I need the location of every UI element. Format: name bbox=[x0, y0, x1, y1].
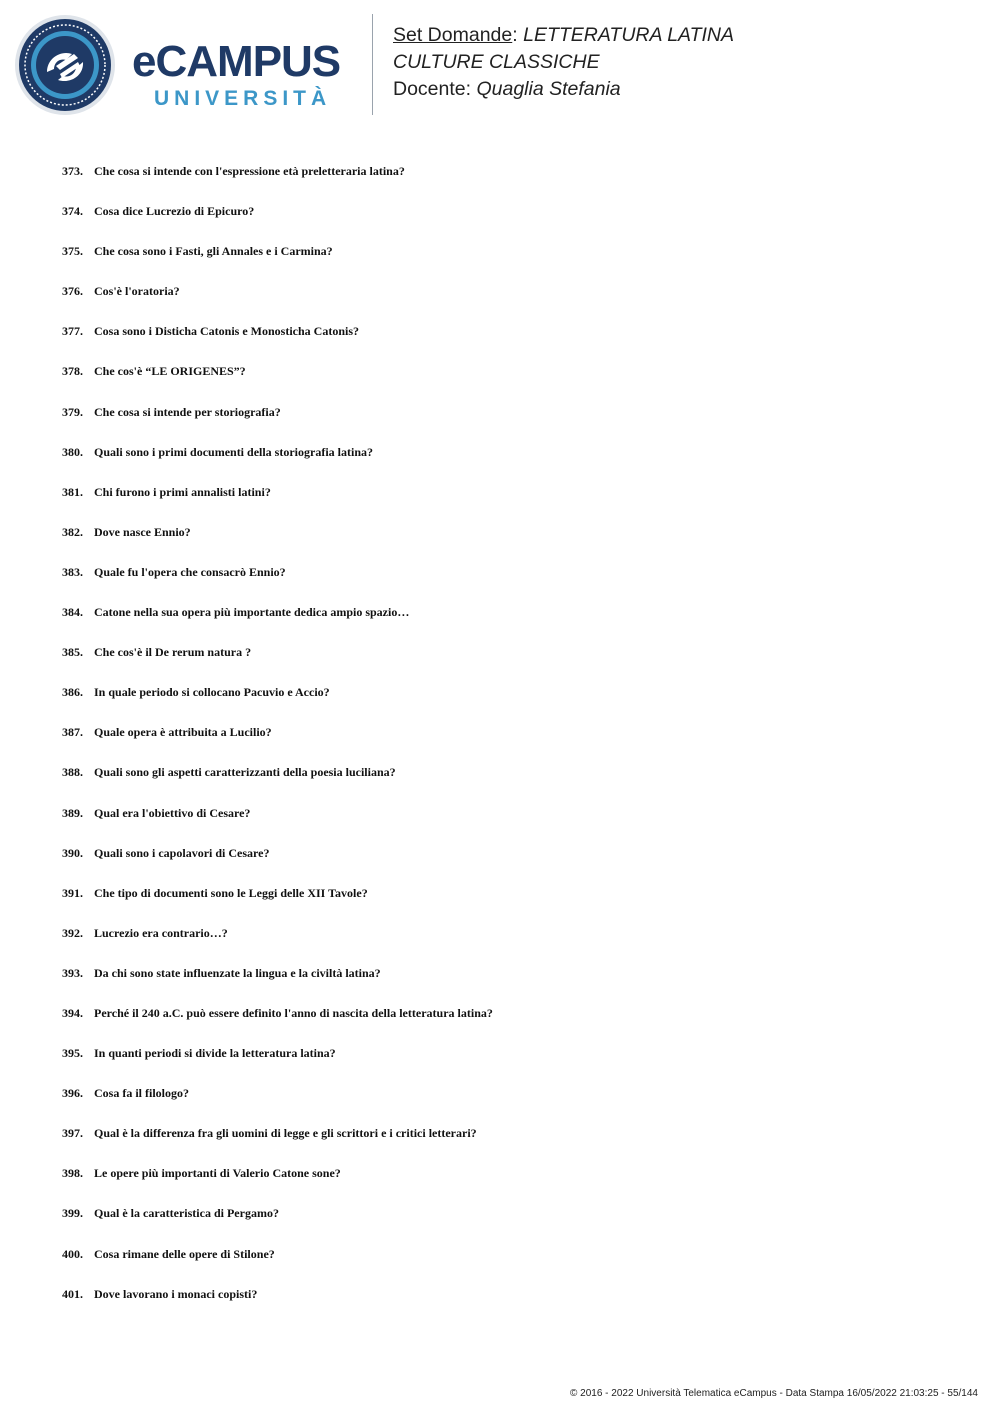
question-number: 377. bbox=[62, 324, 83, 339]
header-divider bbox=[372, 14, 373, 115]
question-number: 389. bbox=[62, 805, 83, 820]
question-number: 375. bbox=[62, 244, 83, 259]
question-item bbox=[62, 724, 942, 764]
question-number: 400. bbox=[62, 1246, 83, 1261]
question-number: 376. bbox=[62, 284, 83, 299]
question-number: 398. bbox=[62, 1166, 83, 1181]
brand-e-letter: e bbox=[132, 37, 156, 86]
question-text: Qual era l'obiettivo di Cesare? bbox=[94, 805, 251, 820]
set-title bbox=[393, 23, 734, 47]
question-item bbox=[62, 524, 942, 564]
question-item bbox=[62, 1005, 942, 1045]
question-text: Che cos'è “LE ORIGENES”? bbox=[94, 364, 246, 379]
question-item bbox=[62, 644, 942, 684]
question-number: 392. bbox=[62, 925, 83, 940]
question-text: Quali sono i capolavori di Cesare? bbox=[94, 845, 270, 860]
question-number: 397. bbox=[62, 1126, 83, 1141]
question-text: Quali sono gli aspetti caratterizzanti della poesia luciliana? bbox=[94, 765, 396, 780]
question-text: Che cosa si intende per storiografia? bbox=[94, 404, 281, 419]
set-separator: : bbox=[512, 24, 524, 46]
teacher-label: Docente: bbox=[393, 78, 477, 100]
question-number: 399. bbox=[62, 1206, 83, 1221]
question-number: 386. bbox=[62, 685, 83, 700]
question-text: Quale fu l'opera che consacrò Ennio? bbox=[94, 564, 286, 579]
brand-word: CAMPUS bbox=[155, 37, 341, 86]
question-number: 396. bbox=[62, 1086, 83, 1101]
question-item bbox=[62, 805, 942, 845]
question-text: Dove lavorano i monaci copisti? bbox=[94, 1286, 258, 1301]
question-number: 381. bbox=[62, 484, 83, 499]
question-text: Perché il 240 a.C. può essere definito l'anno di nascita della letteratura latina? bbox=[94, 1005, 493, 1020]
question-item bbox=[62, 1165, 942, 1205]
question-item bbox=[62, 604, 942, 644]
question-item bbox=[62, 1045, 942, 1085]
question-text: Le opere più importanti di Valerio Catone sone? bbox=[94, 1166, 341, 1181]
question-item bbox=[62, 885, 942, 925]
question-text: Dove nasce Ennio? bbox=[94, 524, 191, 539]
question-item bbox=[62, 1286, 942, 1326]
question-number: 387. bbox=[62, 725, 83, 740]
question-text: Qual è la differenza fra gli uomini di legge e gli scrittori e i critici letterari? bbox=[94, 1126, 477, 1141]
question-number: 391. bbox=[62, 885, 83, 900]
question-number: 385. bbox=[62, 645, 83, 660]
question-item bbox=[62, 845, 942, 885]
question-number: 379. bbox=[62, 404, 83, 419]
question-text: Chi furono i primi annalisti latini? bbox=[94, 484, 271, 499]
question-text: Lucrezio era contrario…? bbox=[94, 925, 228, 940]
page-footer: © 2016 - 2022 Università Telematica eCampus - Data Stampa 16/05/2022 21:03:25 - 55/144 bbox=[570, 1388, 978, 1399]
question-item bbox=[62, 203, 942, 243]
question-item bbox=[62, 1246, 942, 1286]
question-number: 390. bbox=[62, 845, 83, 860]
question-number: 401. bbox=[62, 1286, 83, 1301]
question-number: 380. bbox=[62, 444, 83, 459]
brand-name bbox=[132, 37, 341, 86]
question-text: Catone nella sua opera più importante dedica ampio spazio… bbox=[94, 605, 410, 620]
question-text: Da chi sono state influenzate la lingua e la civiltà latina? bbox=[94, 965, 381, 980]
question-item bbox=[62, 965, 942, 1005]
question-item bbox=[62, 925, 942, 965]
question-item bbox=[62, 564, 942, 604]
question-number: 395. bbox=[62, 1046, 83, 1061]
question-number: 393. bbox=[62, 965, 83, 980]
question-number: 394. bbox=[62, 1005, 83, 1020]
question-item bbox=[62, 1205, 942, 1245]
teacher-line bbox=[393, 77, 621, 101]
question-item bbox=[62, 1125, 942, 1165]
question-item bbox=[62, 163, 942, 203]
question-item bbox=[62, 323, 942, 363]
question-item bbox=[62, 484, 942, 524]
question-text: Cosa dice Lucrezio di Epicuro? bbox=[94, 204, 255, 219]
question-item bbox=[62, 444, 942, 484]
question-number: 382. bbox=[62, 524, 83, 539]
question-item bbox=[62, 283, 942, 323]
question-number: 374. bbox=[62, 204, 83, 219]
brand-subtitle: UNIVERSITÀ bbox=[154, 87, 332, 110]
question-text: Cos'è l'oratoria? bbox=[94, 284, 180, 299]
set-label: Set Domande bbox=[393, 24, 513, 46]
question-text: Che cosa sono i Fasti, gli Annales e i Carmina? bbox=[94, 244, 333, 259]
question-text: Che tipo di documenti sono le Leggi delle XII Tavole? bbox=[94, 885, 368, 900]
question-number: 378. bbox=[62, 364, 83, 379]
question-text: Cosa rimane delle opere di Stilone? bbox=[94, 1246, 275, 1261]
question-item bbox=[62, 363, 942, 403]
ecampus-emblem-icon bbox=[14, 14, 116, 116]
question-number: 383. bbox=[62, 564, 83, 579]
teacher-name: Quaglia Stefania bbox=[476, 78, 621, 100]
question-number: 373. bbox=[62, 164, 83, 178]
subject-name: LETTERATURA LATINA bbox=[523, 24, 735, 46]
question-item bbox=[62, 243, 942, 283]
question-number: 384. bbox=[62, 605, 83, 620]
question-item bbox=[62, 404, 942, 444]
question-text: Qual è la caratteristica di Pergamo? bbox=[94, 1206, 279, 1221]
question-text: Che cos'è il De rerum natura ? bbox=[94, 645, 252, 660]
question-item bbox=[62, 764, 942, 804]
question-list bbox=[62, 163, 942, 1326]
ecampus-logo bbox=[14, 14, 360, 118]
question-text: Quale opera è attribuita a Lucilio? bbox=[94, 725, 272, 740]
question-text: Cosa fa il filologo? bbox=[94, 1086, 189, 1101]
question-text: Cosa sono i Disticha Catonis e Monosticha Catonis? bbox=[94, 324, 360, 339]
question-item bbox=[62, 684, 942, 724]
question-text: Che cosa si intende con l'espressione età preletteraria latina? bbox=[94, 164, 405, 178]
question-text: Quali sono i primi documenti della storiografia latina? bbox=[94, 444, 374, 459]
question-text: In quale periodo si collocano Pacuvio e Accio? bbox=[94, 685, 330, 700]
question-number: 388. bbox=[62, 765, 83, 780]
course-name: CULTURE CLASSICHE bbox=[393, 51, 600, 73]
question-item bbox=[62, 1085, 942, 1125]
question-text: In quanti periodi si divide la letteratura latina? bbox=[94, 1046, 336, 1061]
